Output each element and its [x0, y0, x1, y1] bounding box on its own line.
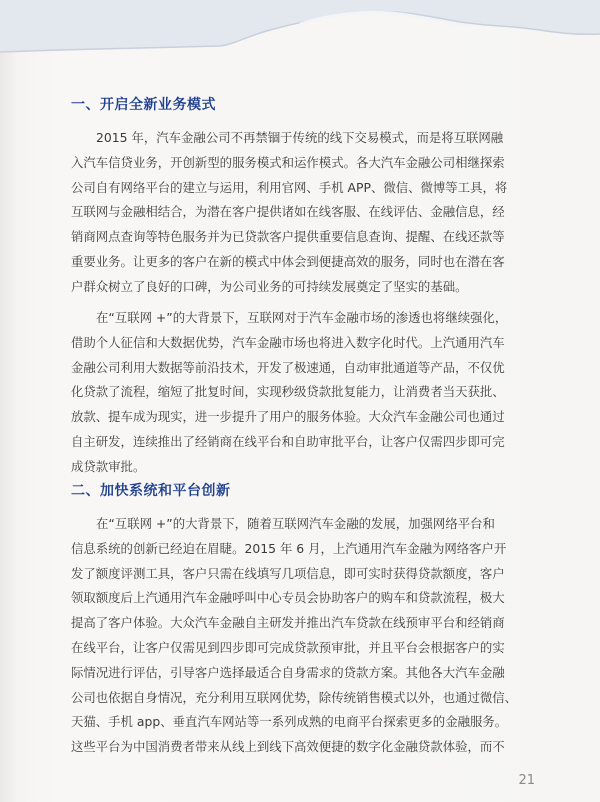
text-line: 2015 年，汽车金融公司不再禁锢于传统的线下交易模式，而是将互联网融 — [96, 130, 504, 145]
section1-paragraph-1 — [71, 126, 541, 300]
page-number: 21 — [518, 773, 535, 788]
text-line: 重要业务。让更多的客户在新的模式中体会到便捷高效的服务，同时也在潜在客 — [71, 253, 505, 269]
text-line: 在线平台，让客户仅需见到四步即可完成贷款预审批，并且平台会根据客户的实 — [71, 639, 505, 655]
section-new-business-model — [71, 94, 541, 116]
text-line: 化贷款了流程，缩短了批复时间，实现秒级贷款批复能力，让消费者当天获批、 — [71, 384, 505, 400]
text-line: 户群众树立了良好的口碑，为公司业务的可持续发展奠定了坚实的基础。 — [71, 278, 468, 294]
section-heading: 一、开启全新业务模式 — [71, 97, 216, 113]
text-line: 自主研发，连续推出了经销商在线平台和自助审批平台，让客户仅需四步即可完 — [71, 433, 505, 449]
text-line: 放款、提车成为现实，进一步提升了用户的服务体验。大众汽车金融公司也通过 — [71, 409, 505, 425]
text-line: 公司也依据自身情况，充分利用互联网优势，除传统销售模式以外，也通过微信、 — [71, 689, 518, 705]
section-system-platform-innovation — [71, 480, 541, 502]
text-line: 在“互联网 +”的大背景下，随着互联网汽车金融的发展，加强网络平台和 — [96, 516, 495, 531]
text-line: 天猫、手机 app、垂直汽车网站等一系列成熟的电商平台探索更多的金融服务。 — [71, 714, 508, 730]
text-line: 销商网点查询等特色服务并为已贷款客户提供重要信息查询、提醒、在线还款等 — [71, 229, 505, 245]
text-line: 际情况进行评估，引导客户选择最适合自身需求的贷款方案。其他各大汽车金融 — [71, 664, 505, 680]
text-line: 信息系统的创新已经迫在眉睫。2015 年 6 月，上汽通用汽车金融为网络客户开 — [71, 540, 507, 556]
text-line: 成贷款审批。 — [71, 458, 146, 474]
text-line: 公司自有网络平台的建立与运用，利用官网、手机 APP、微信、微博等工具，将 — [71, 179, 508, 195]
section-heading: 二、加快系统和平台创新 — [71, 483, 231, 499]
text-line: 借助个人征信和大数据优势，汽车金融市场也将进入数字化时代。上汽通用汽车 — [71, 334, 505, 350]
text-line: 提高了客户体验。大众汽车金融自主研发并推出汽车贷款在线预审平台和经销商 — [71, 615, 505, 631]
section2-paragraph-1 — [71, 512, 541, 760]
section1-paragraph-2 — [71, 306, 541, 480]
text-line: 领取额度后上汽通用汽车金融呼叫中心专员会协助客户的购车和贷款流程，极大 — [71, 590, 505, 606]
text-line: 发了额度评测工具，客户只需在线填写几项信息，即可实时获得贷款额度，客户 — [71, 565, 505, 581]
text-line: 这些平台为中国消费者带来从线上到线下高效便捷的数字化金融贷款体验，而不 — [71, 739, 505, 755]
car-silhouette-banner — [0, 0, 600, 70]
text-line: 互联网与金融相结合，为潜在客户提供诸如在线客服、在线评估、金融信息，经 — [71, 204, 505, 220]
text-line: 金融公司利用大数据等前沿技术，开发了极速通，自动审批通道等产品，不仅优 — [71, 359, 505, 375]
text-line: 在“互联网 +”的大背景下，互联网对于汽车金融市场的渗透也将继续强化， — [96, 310, 508, 325]
text-line: 入汽车信贷业务，开创新型的服务模式和运作模式。各大汽车金融公司相继探索 — [71, 154, 505, 170]
